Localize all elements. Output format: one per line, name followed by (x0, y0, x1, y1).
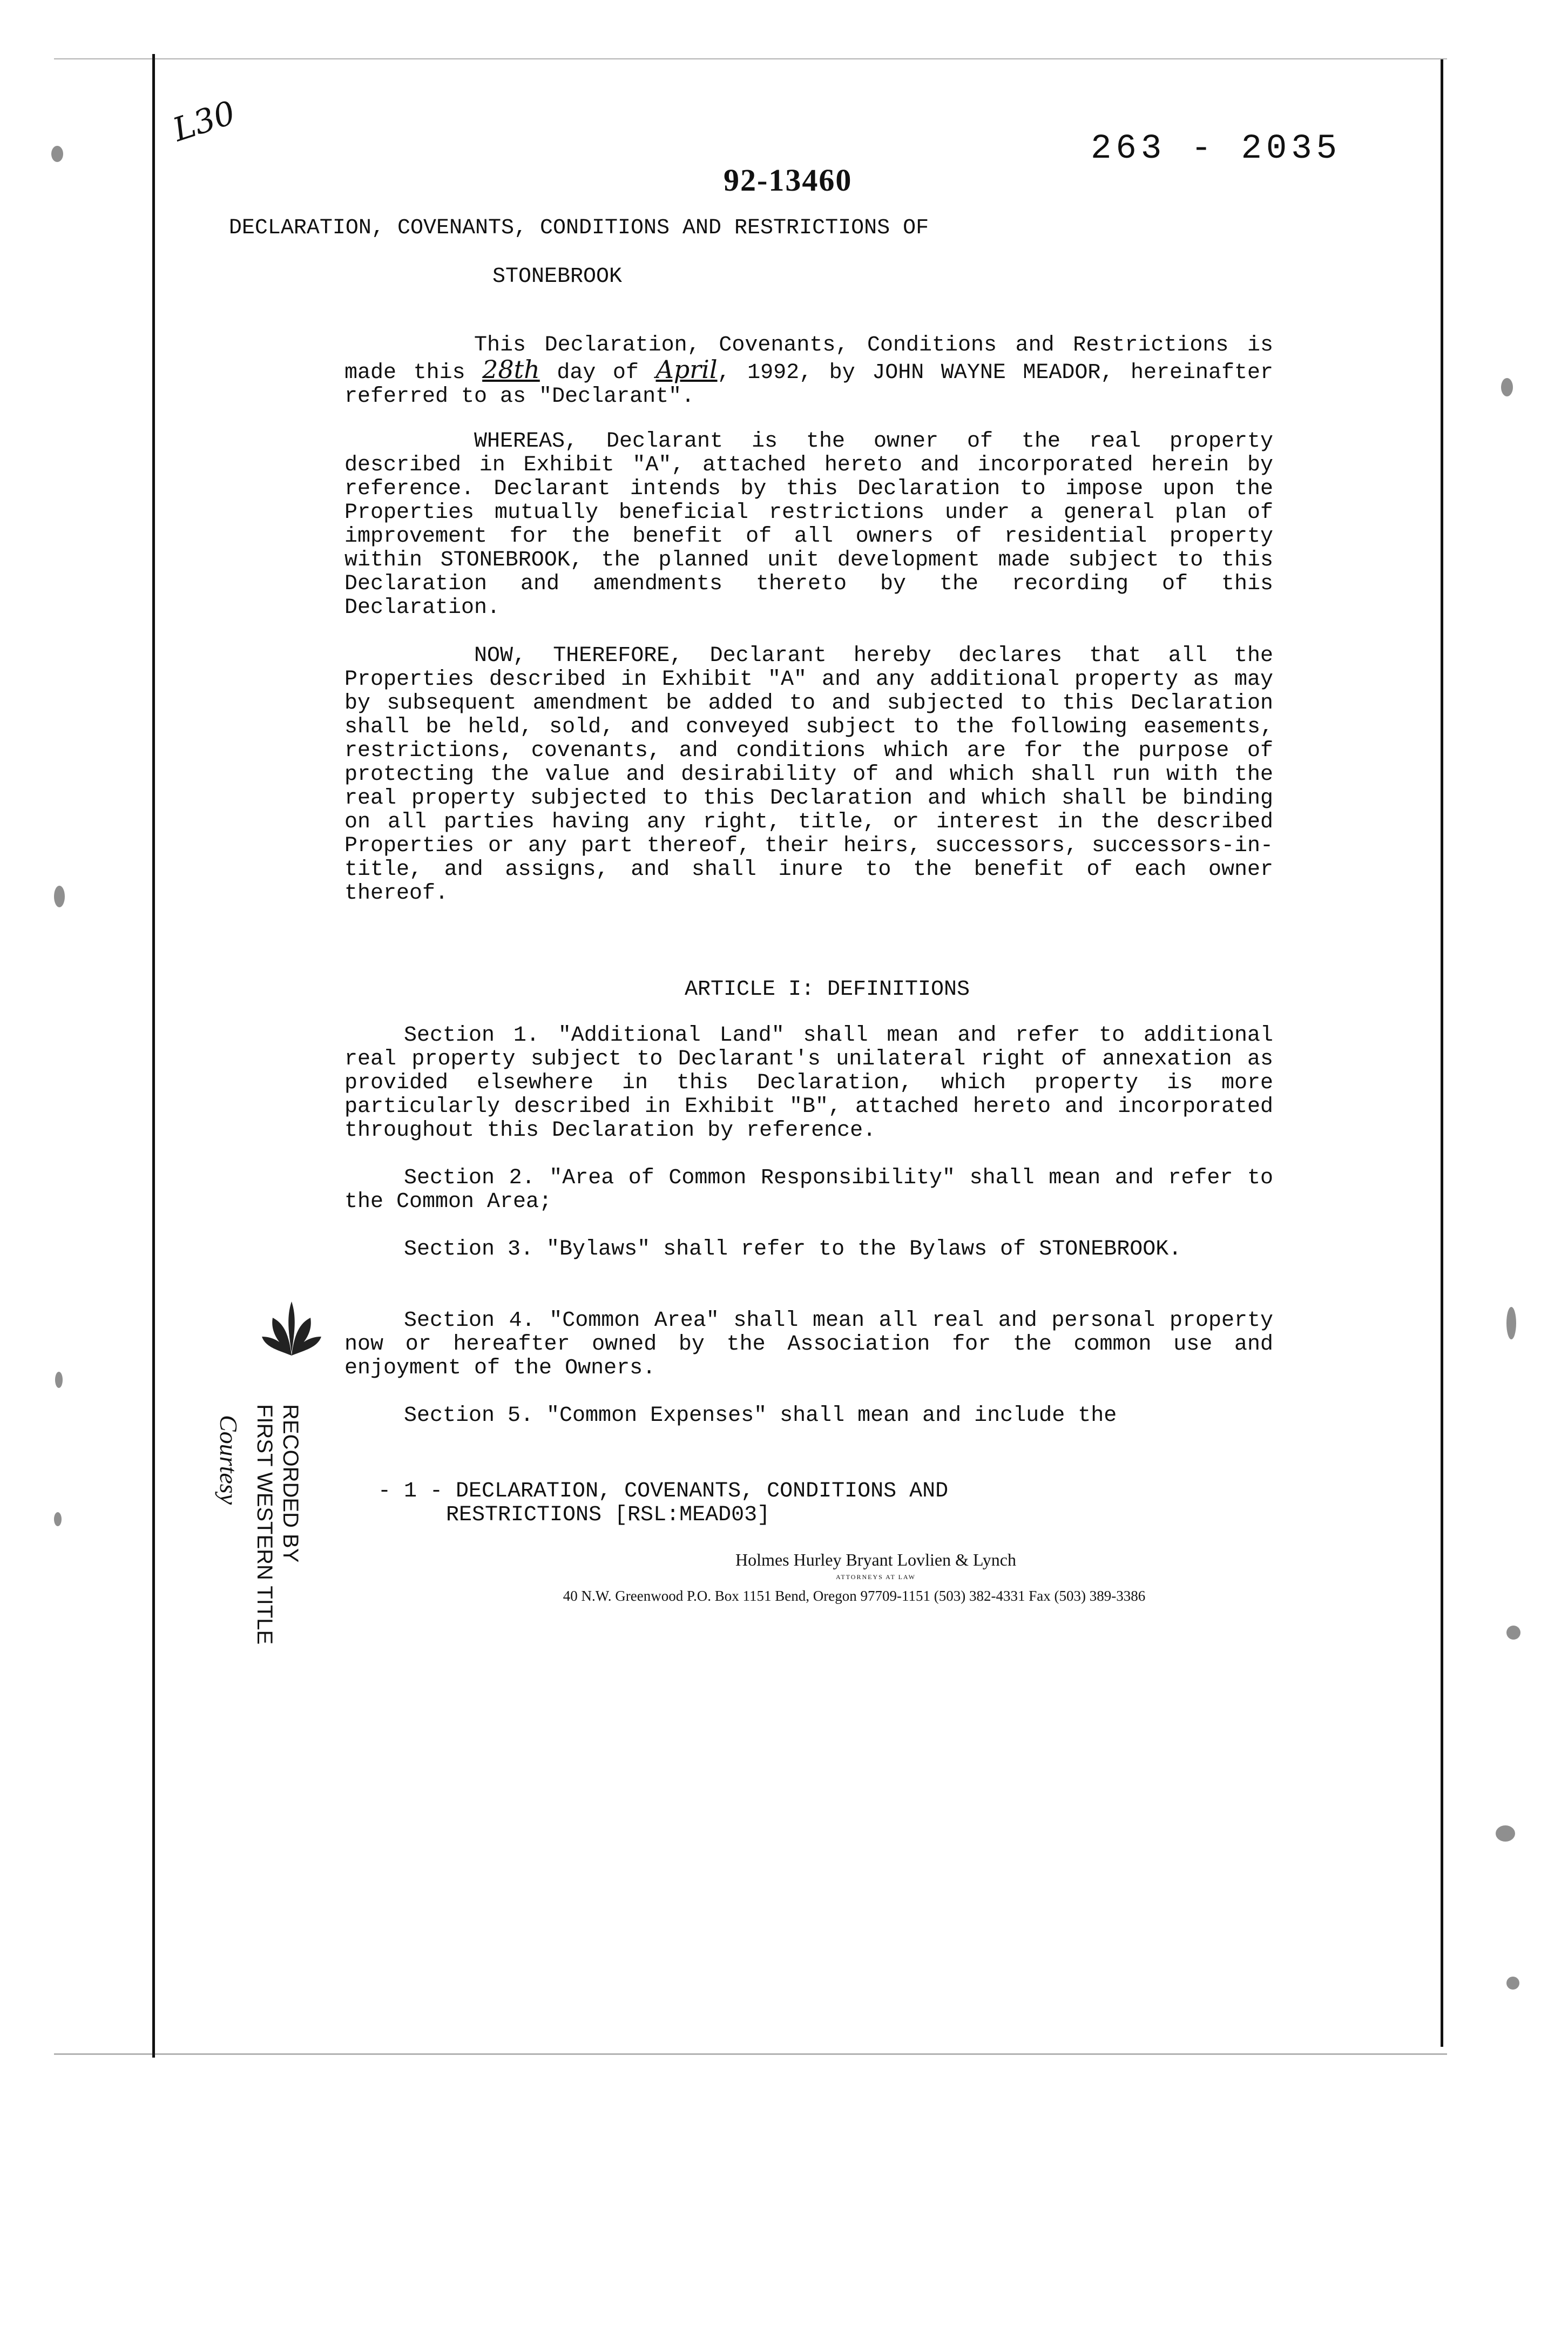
scan-speck (54, 886, 65, 907)
handwritten-month: April (655, 355, 718, 384)
left-border-line (152, 54, 155, 2058)
right-border-line (1441, 59, 1443, 2047)
footer-line-1: - 1 - DECLARATION, COVENANTS, CONDITIONS AND (378, 1479, 949, 1504)
scan-speck (1506, 1977, 1519, 1990)
firm-address: 40 N.W. Greenwood P.O. Box 1151 Bend, Oregon 97709-1151 (503) 382-4331 Fax (503) 389-3386 (563, 1588, 1146, 1604)
stamp-handwritten-line: Courtesy (215, 1415, 242, 1505)
now-therefore-paragraph: NOW, THEREFORE, Declarant hereby declares that all the Properties described in Exhibit "A" and any additional property as may by subsequent amendment be added to and subjected to this Declaration shall be held, sold, and conveyed subject to the following easements, restrictions, covenants, and conditions which are for the purpose of protecting the value and desirability of and which shall run with the real property subjected to this Declaration and which shall be binding on all parties having any right, title, or interest in the described Properties or any part thereof, their heirs, successors, successors-in-title, and assigns, and shall inure to the benefit of each owner thereof. (344, 644, 1273, 906)
article-heading: ARTICLE I: DEFINITIONS (684, 978, 970, 1002)
section-1: Section 1. "Additional Land" shall mean and refer to additional real property subject to Declarant's unilateral right of annexation as provided elsewhere in this Declaration, which property is more particularly described in Exhibit "B", attached hereto and incorporated throughout this Declaration by reference. (344, 1023, 1273, 1143)
page-footer (378, 1480, 948, 1527)
scan-speck (51, 146, 63, 162)
section-5: Section 5. "Common Expenses" shall mean and include the (404, 1404, 1117, 1428)
scan-speck (55, 1372, 63, 1388)
section-2: Section 2. "Area of Common Responsibility" shall mean and refer to the Common Area; (344, 1166, 1273, 1214)
intro-text-between: day of (539, 361, 656, 385)
document-subtitle: STONEBROOK (492, 265, 623, 289)
section-3: Section 3. "Bylaws" shall refer to the Bylaws of STONEBROOK. (404, 1237, 1182, 1262)
intro-text-end: , 1992, by JOHN WAYNE MEADOR, hereinafter referred to as "Declarant". (344, 361, 1273, 409)
handwritten-day: 28th (482, 355, 540, 384)
book-page-number: 263 - 2035 (1091, 130, 1342, 168)
stamp-line-1: RECORDED BY (279, 1404, 302, 1563)
intro-text-start: This Declaration, Covenants, Conditions and Restrictions is made this (344, 333, 1273, 385)
top-scan-edge (54, 58, 1447, 59)
footer-line-2: RESTRICTIONS [RSL:MEAD03] (446, 1503, 771, 1527)
whereas-paragraph: WHEREAS, Declarant is the owner of the real property described in Exhibit "A", attached hereto and incorporated herein by reference. Declarant intends by this Declaration to impose upon the Properties mutually beneficial restrictions under a general plan of improvement for the benefit of all owners of residential property within STONEBROOK, the planned unit development made subject to this Declaration and amendments thereto by the recording of this Declaration. (344, 429, 1273, 620)
handwritten-corner-mark: L30 (168, 93, 240, 150)
bottom-scan-edge (54, 2053, 1447, 2055)
scan-speck (1501, 378, 1513, 396)
scan-speck (1506, 1307, 1516, 1339)
firm-name: Holmes Hurley Bryant Lovlien & Lynch (735, 1550, 1016, 1569)
document-number: 92-13460 (724, 163, 853, 198)
firm-subtitle: ATTORNEYS AT LAW (836, 1573, 916, 1581)
scan-speck (1496, 1825, 1515, 1842)
stamp-line-2: FIRST WESTERN TITLE (253, 1404, 276, 1645)
scan-speck (54, 1512, 62, 1526)
scan-speck (1506, 1626, 1520, 1640)
intro-paragraph (344, 334, 1273, 409)
section-4: Section 4. "Common Area" shall mean all real and personal property now or hereafter owned by the Association for the common use and enjoyment of the Owners. (344, 1309, 1273, 1380)
leaf-seal-icon (259, 1296, 324, 1361)
document-title: DECLARATION, COVENANTS, CONDITIONS AND RESTRICTIONS OF (228, 216, 929, 240)
